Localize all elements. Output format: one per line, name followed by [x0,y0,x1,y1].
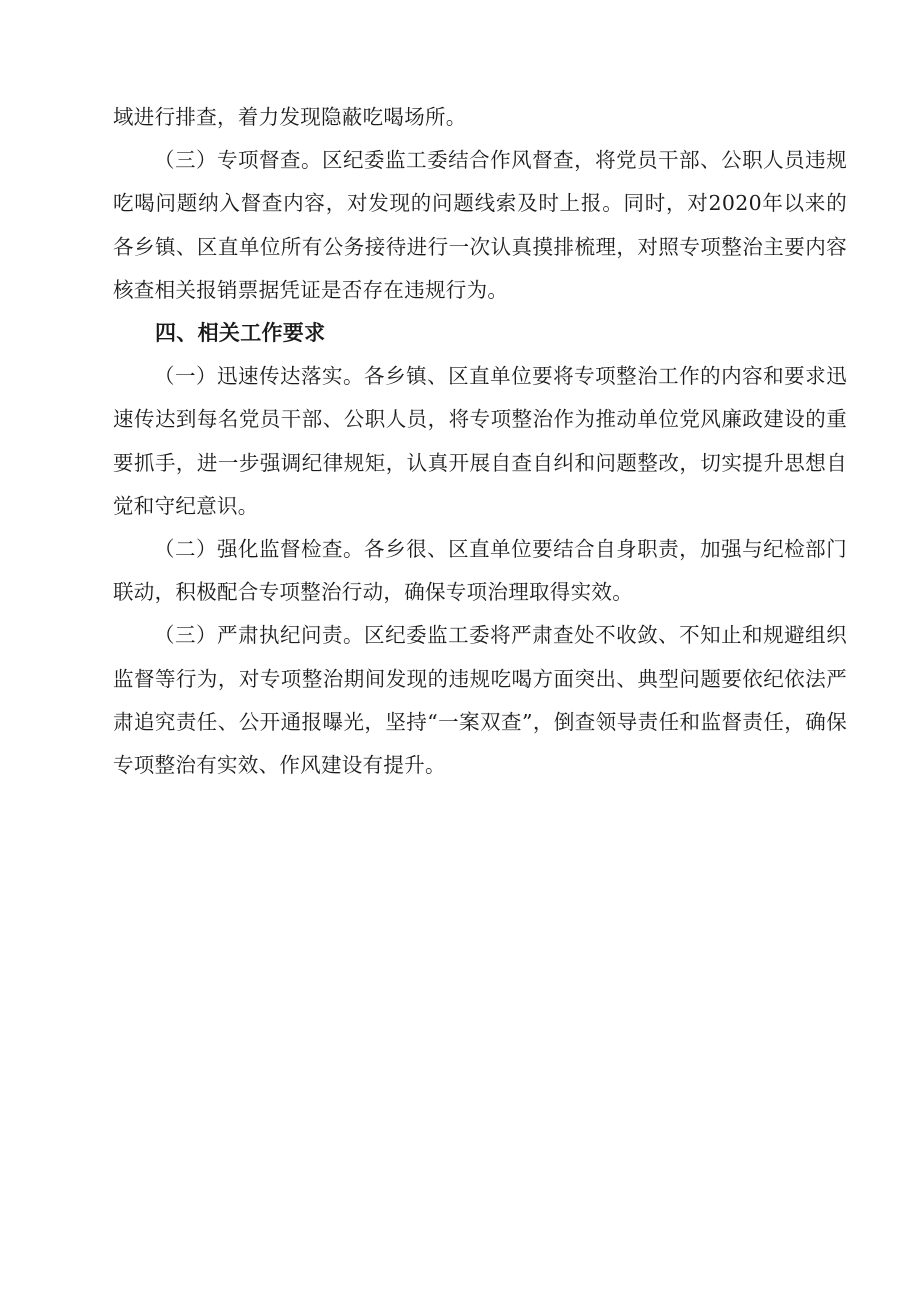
paragraph-rapid-implementation: （一）迅速传达落实。各乡镇、区直单位要将专项整治工作的内容和要求迅速传达到每名党员干部、公职人员，将专项整治作为推动单位党风廉政建设的重要抓手，进一步强调纪律规矩，认真开展自查自纠和问题整改，切实提升思想自觉和守纪意识。 [113,364,847,518]
paragraph-continuation: 域进行排查，着力发现隐蔽吃喝场所。 [113,105,467,129]
section-heading-requirements: 四、相关工作要求 [155,321,326,346]
document-body [113,96,847,787]
paragraph-special-inspection: （三）专项督查。区纪委监工委结合作风督查，将党员干部、公职人员违规吃喝问题纳入督查内容，对发现的问题线索及时上报。同时，对2020年以来的各乡镇、区直单位所有公务接待进行一次认真摸排梳理，对照专项整治主要内容核查相关报销票据凭证是否存在违规行为。 [113,148,847,302]
paragraph-strengthen-supervision: （二）强化监督检查。各乡很、区直单位要结合自身职责，加强与纪检部门联动，积极配合专项整治行动，确保专项治理取得实效。 [113,537,847,605]
paragraph-accountability: （三）严肃执纪问责。区纪委监工委将严肃查处不收敛、不知止和规避组织监督等行为，对专项整治期间发现的违规吃喝方面突出、典型问题要依纪依法严肃追究责任、公开通报曝光，坚持“一案双查”，倒查领导责任和监督责任，确保专项整治有实效、作风建设有提升。 [113,623,847,778]
